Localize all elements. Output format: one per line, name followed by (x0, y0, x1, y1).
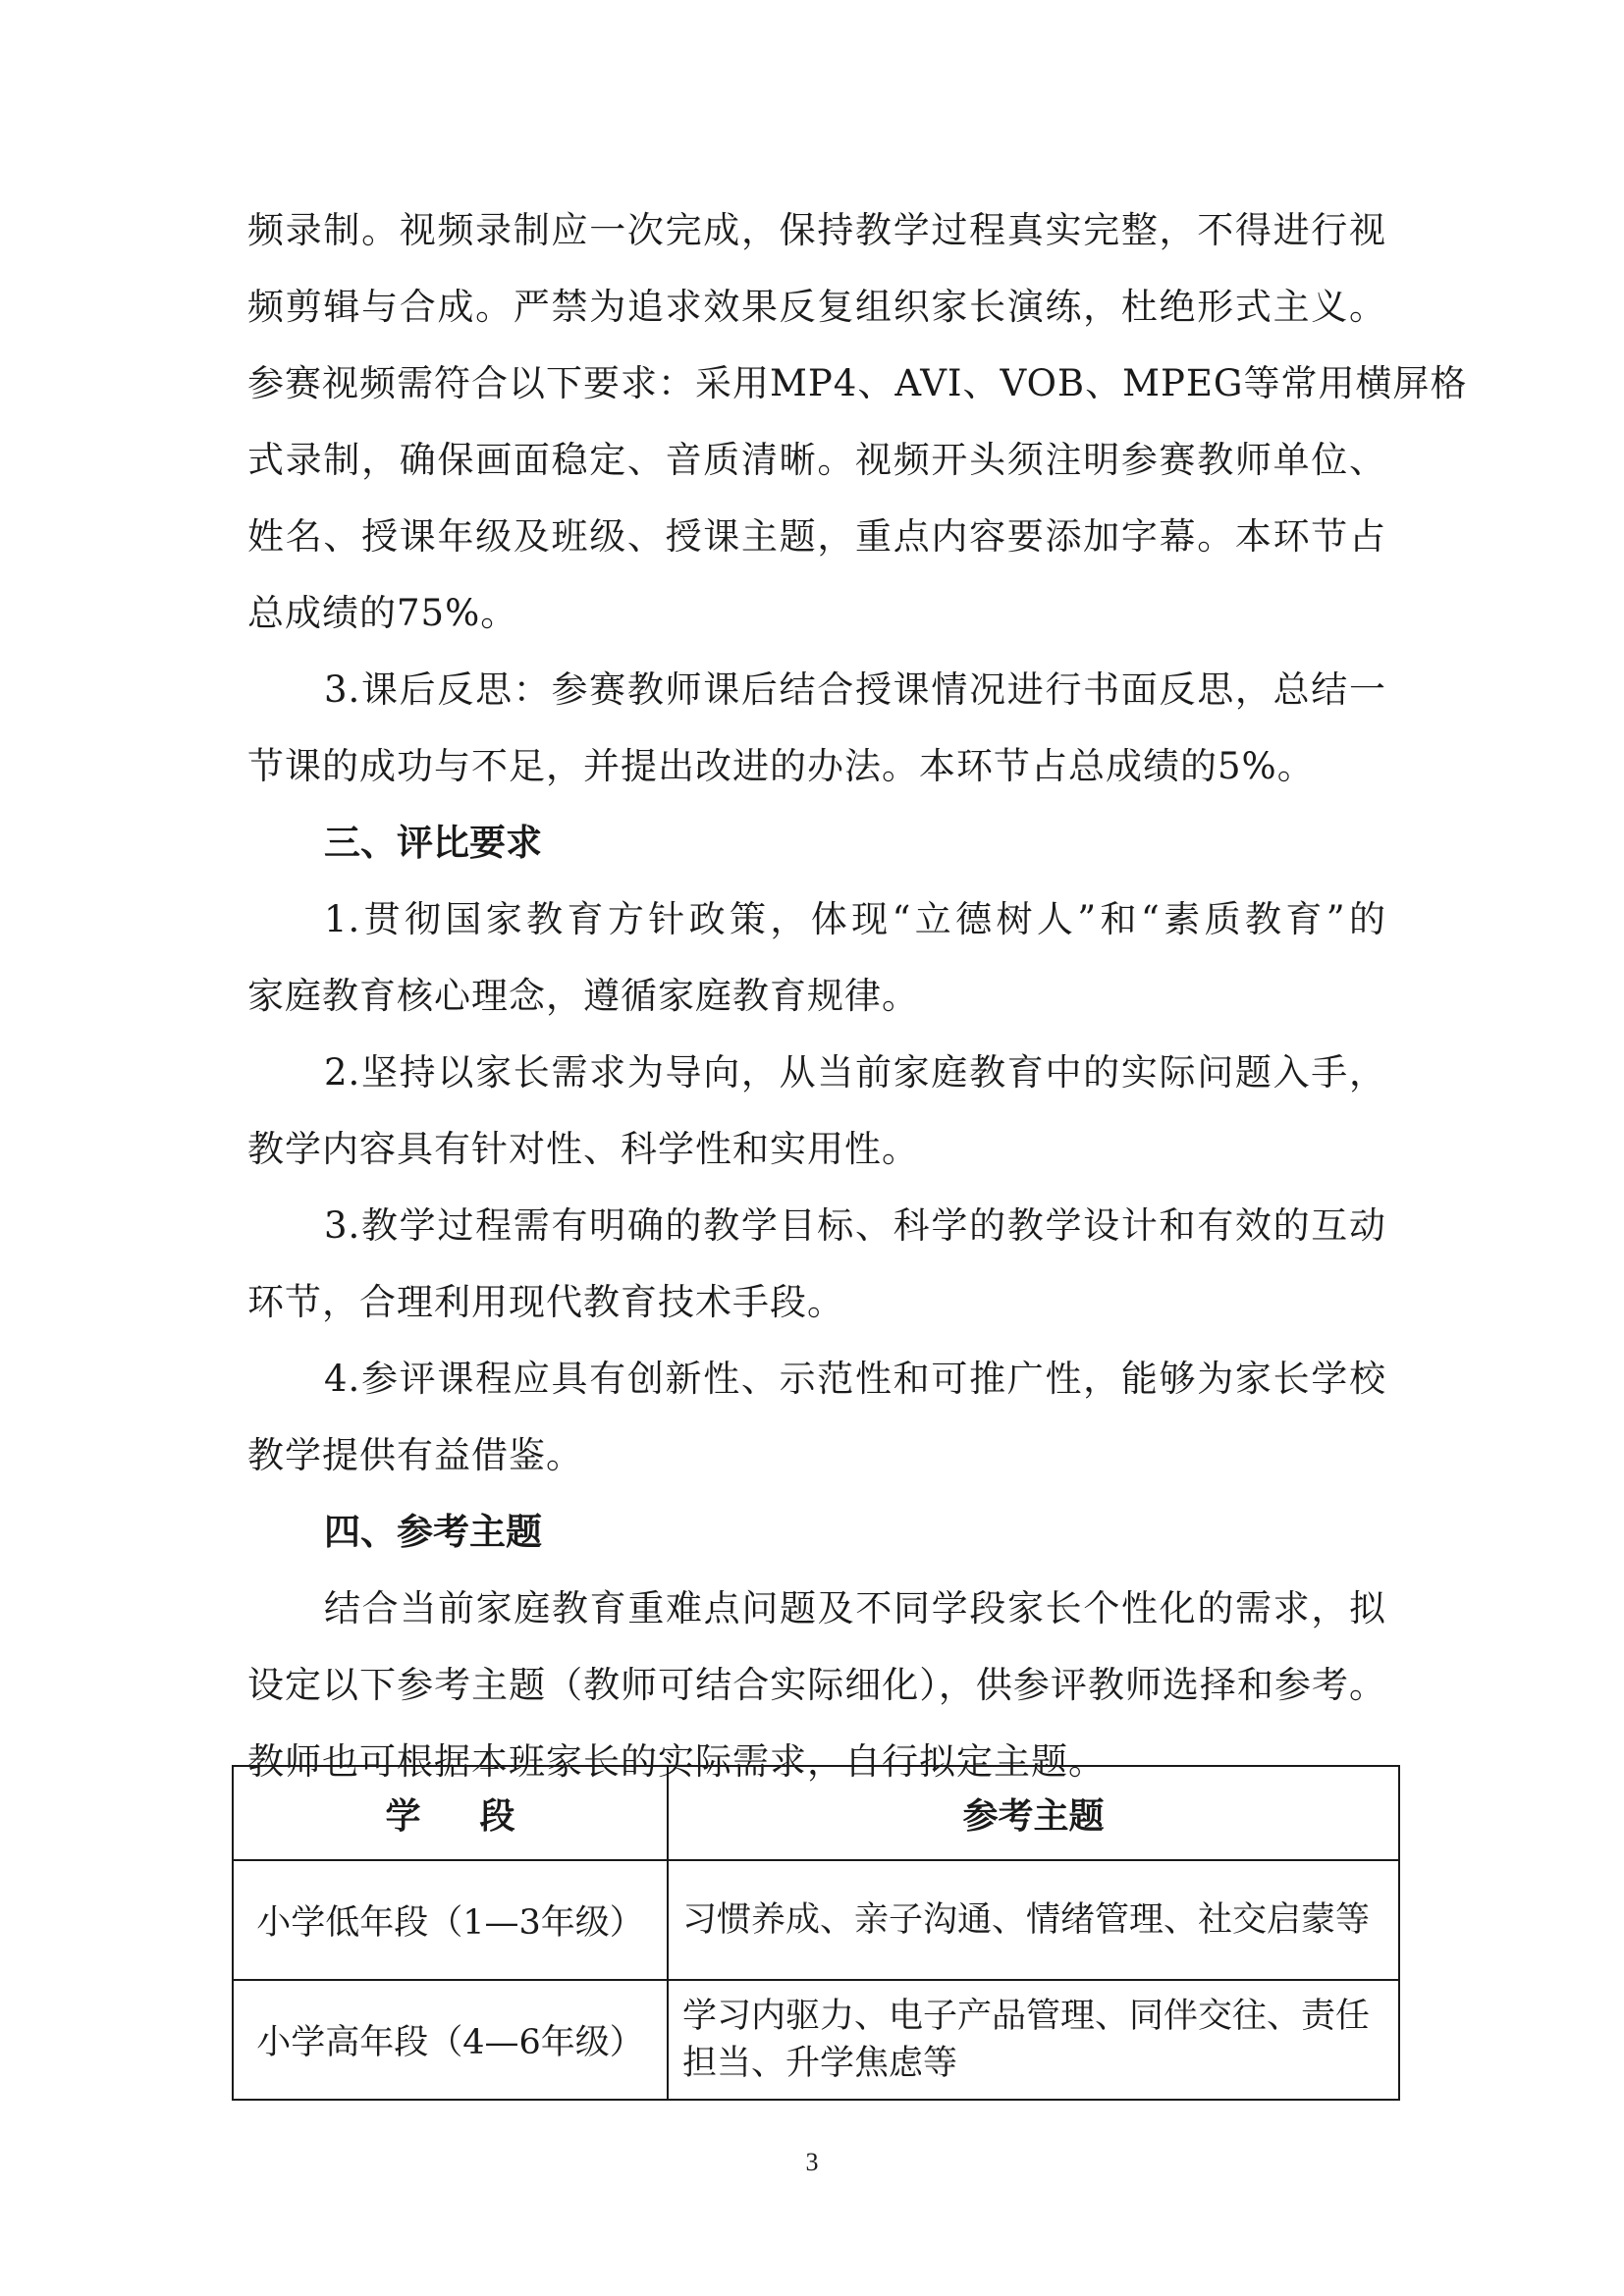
requirement-3-line: 3.教学过程需有明确的教学目标、科学的教学设计和有效的互动 (324, 1204, 1386, 1247)
requirement-1-line: 1.贯彻国家教育方针政策，体现“立德树人”和“素质教育”的 (324, 898, 1386, 940)
requirement-2-line: 教学内容具有针对性、科学性和实用性。 (247, 1128, 919, 1170)
document-body (247, 192, 1468, 1800)
table-row (233, 1860, 1399, 1980)
paragraph-line: 参赛视频需符合以下要求：采用MP4、AVI、VOB、MPEG等常用横屏格 (247, 362, 1468, 404)
intro-line: 设定以下参考主题（教师可结合实际细化），供参评教师选择和参考。 (247, 1664, 1386, 1706)
requirement-2-line: 2.坚持以家长需求为导向，从当前家庭教育中的实际问题入手， (324, 1051, 1386, 1094)
paragraph-line: 姓名、授课年级及班级、授课主题，重点内容要添加字幕。本环节占 (247, 515, 1386, 558)
requirement-4-line: 教学提供有益借鉴。 (247, 1434, 583, 1476)
page-number: 3 (805, 2148, 819, 2176)
requirement-3-line: 环节，合理利用现代教育技术手段。 (247, 1281, 844, 1323)
paragraph-line: 节课的成功与不足，并提出改进的办法。本环节占总成绩的5%。 (247, 745, 1315, 787)
requirement-1-line: 家庭教育核心理念，遵循家庭教育规律。 (247, 975, 919, 1017)
topic-cell: 习惯养成、亲子沟通、情绪管理、社交启蒙等 (668, 1860, 1399, 1980)
paragraph-line: 频录制。视频录制应一次完成，保持教学过程真实完整，不得进行视 (247, 209, 1386, 251)
section-heading-4: 四、参考主题 (324, 1511, 542, 1553)
paragraph-line: 式录制，确保画面稳定、音质清晰。视频开头须注明参赛教师单位、 (247, 439, 1386, 481)
intro-line: 结合当前家庭教育重难点问题及不同学段家长个性化的需求，拟 (324, 1587, 1386, 1629)
topic-cell: 学习内驱力、电子产品管理、同伴交往、责任担当、升学焦虑等 (668, 1980, 1399, 2100)
paragraph-line: 频剪辑与合成。严禁为追求效果反复组织家长演练，杜绝形式主义。 (247, 286, 1386, 328)
table-row (233, 1980, 1399, 2100)
table-header-row (233, 1766, 1399, 1860)
header-stage: 学段 (233, 1766, 668, 1860)
stage-cell: 小学高年段（4—6年级） (233, 1980, 668, 2100)
reference-topics-table (232, 1765, 1400, 2101)
requirement-4-line: 4.参评课程应具有创新性、示范性和可推广性，能够为家长学校 (324, 1358, 1386, 1400)
stage-cell: 小学低年段（1—3年级） (233, 1860, 668, 1980)
header-topic: 参考主题 (668, 1766, 1399, 1860)
paragraph-line: 3.课后反思：参赛教师课后结合授课情况进行书面反思，总结一 (324, 668, 1386, 711)
intro-line: 教师也可根据本班家长的实际需求，自行拟定主题。 (247, 1740, 1106, 1783)
section-heading-3: 三、评比要求 (324, 822, 542, 864)
paragraph-line: 总成绩的75%。 (247, 592, 518, 634)
